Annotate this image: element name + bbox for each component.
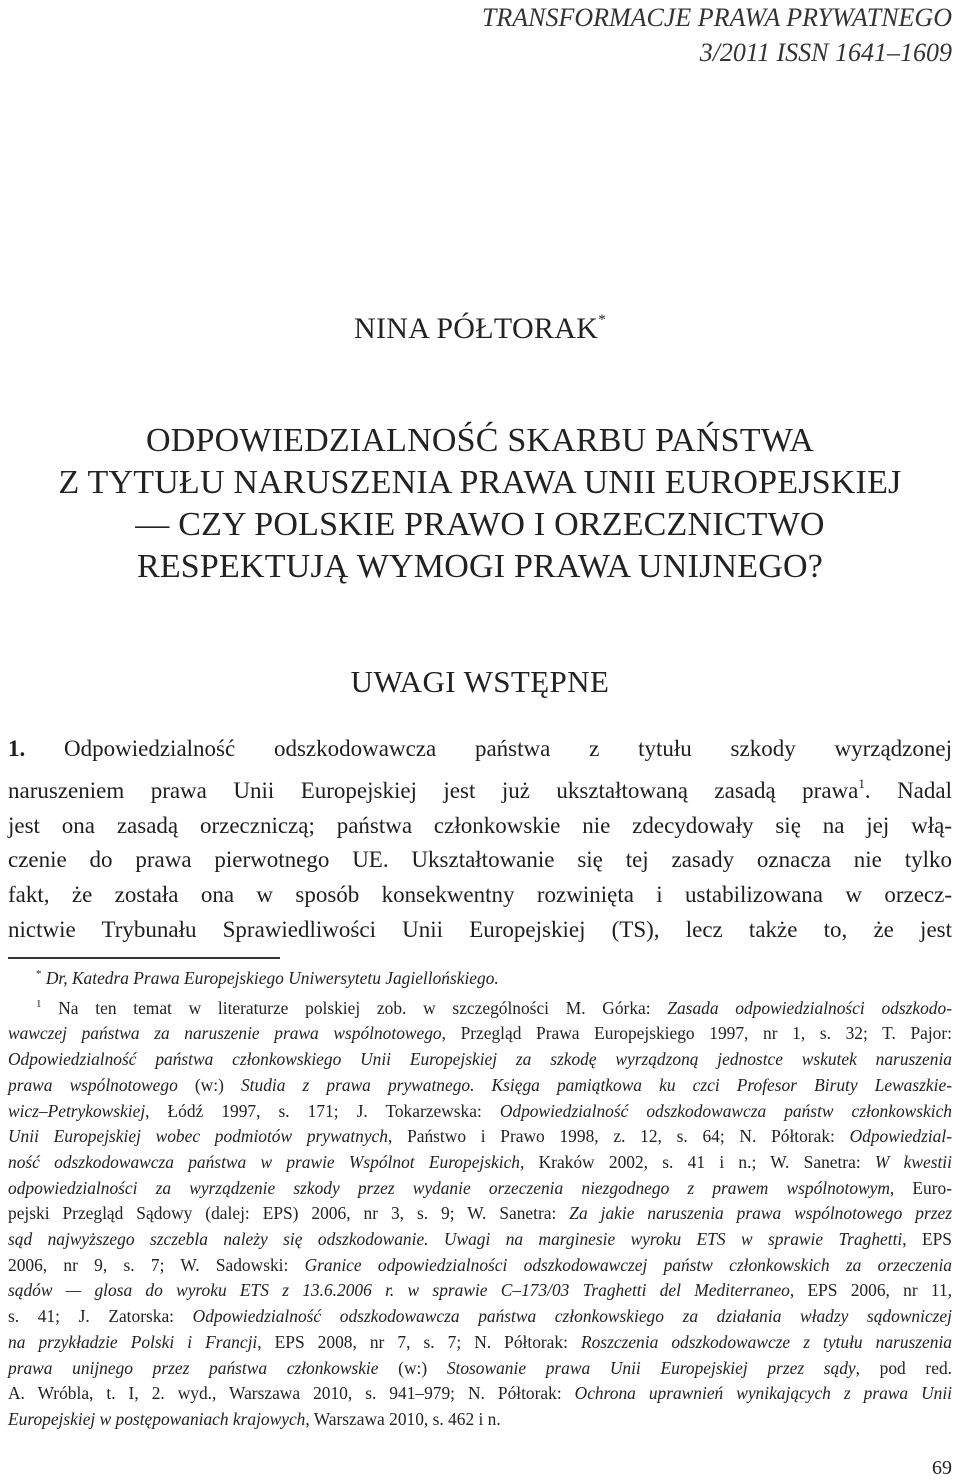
footnote-mark: * [36, 968, 42, 980]
footnote-text: prawa unijnego przez państwa członkowskie [8, 1357, 379, 1378]
footnote-text: wawczej państwa za naruszenie prawa wspólnotowego [8, 1023, 442, 1044]
journal-title: TRANSFORMACJE PRAWA PRYWATNEGO [481, 3, 952, 32]
running-head [482, 0, 952, 70]
footnote-line [8, 1073, 952, 1099]
footnote-text: , Warszawa 2010, s. 462 i n. [305, 1408, 501, 1429]
footnote-text: sądów — glosa do wyroku ETS z 13.6.2006 r. w sprawie C–173/03 Traghetti del Mediterraneo [8, 1280, 790, 1301]
footnote-line [8, 1381, 952, 1407]
footnote-text: Odpowiedzialność państwa członkowskiego Unii Europejskiej za szkodę wyrządzoną jednostce wskutek naruszenia [8, 1049, 952, 1070]
footnote-text: Ochrona uprawnień wynikających z prawa Unii [574, 1383, 952, 1404]
body-line: 1. Odpowiedzialność odszkodowawcza państwa z tytułu szkody wyrządzonej [8, 736, 952, 761]
footnote-line [8, 1278, 952, 1304]
footnote-text: (w:) [177, 1074, 241, 1095]
footnote-text: sąd najwyższego szczebla należy się odszkodowanie. Uwagi na marginesie wyroku ETS w sprawie Traghetti [8, 1229, 903, 1250]
footnote-text: Unii Europejskiej wobec podmiotów prywatnych [8, 1126, 388, 1147]
footnote-mark: 1 [36, 997, 42, 1010]
footnote-text: Na ten temat w literaturze polskiej zob. w szczególności M. Górka: [58, 997, 668, 1018]
footnote-text: Roszczenia odszkodowawcze z tytułu naruszenia [580, 1331, 952, 1352]
author-name-text: NINA PÓŁTORAK [353, 312, 599, 345]
body-line: jest ona zasadą orzeczniczą; państwa członkowskie nie zdecydowały się na jej włą- [8, 812, 952, 838]
footnote-text: wicz–Petrykowskiej [8, 1100, 146, 1121]
footnote-text: , pod red. [855, 1357, 952, 1378]
issue-info: 3/2011 ISSN 1641–1609 [699, 38, 952, 67]
body-line: czenie do prawa pierwotnego UE. Ukształtowanie się tej zasady oznacza nie tylko [8, 847, 952, 873]
footnote-text: , Łódź 1997, s. 171; J. Tokarzewska: [145, 1100, 500, 1121]
footnote-text: (w:) [378, 1357, 447, 1378]
footnote-separator [8, 957, 280, 959]
footnote-text: , EPS 2006, nr 11, [789, 1280, 952, 1301]
article-title [0, 420, 960, 588]
footnote-text: s. 41; J. Zatorska: [8, 1306, 193, 1327]
footnote-line [8, 1150, 952, 1176]
title-line: Z TYTUŁU NARUSZENIA PRAWA UNII EUROPEJSKIEJ [58, 464, 902, 501]
footnote-text: A. Wróbla, t. I, 2. wyd., Warszawa 2010, s. 941–979; N. Półtorak: [8, 1383, 575, 1404]
footnote-text: Za jakie naruszenia prawa wspólnotowego przez [569, 1203, 952, 1224]
footnote-text: Odpowiedzialność odszkodowawcza państw członkowskich [499, 1100, 952, 1121]
footnote-text: Granice odpowiedzialności odszkodowawczej państw członkowskich za orzeczenia [304, 1254, 952, 1275]
body-line: fakt, że została ona w sposób konsekwentny rozwinięta i ustabilizowana w orzecz- [8, 882, 952, 908]
footnote-text: , Kraków 2002, s. 41 i n.; W. Sanetra: [519, 1151, 875, 1172]
section-heading: UWAGI WSTĘPNE [350, 664, 610, 699]
footnote-line [8, 1407, 952, 1433]
footnote-text: , Euro- [889, 1177, 952, 1198]
footnote-line [8, 1304, 952, 1330]
footnote-text: W kwestii [874, 1151, 952, 1172]
footnotes [8, 962, 952, 1433]
footnote-text: odpowiedzialności za wyrządzenie szkody przez wydanie orzeczenia niezgodnego z prawem wspólnotowym [8, 1177, 890, 1198]
footnote-text: prawa wspólnotowego [8, 1074, 178, 1095]
footnote-text: ność odszkodowawcza państwa w prawie Wspólnot Europejskich [8, 1151, 520, 1172]
paragraph-number: 1. [8, 736, 26, 761]
footnote-text: , EPS 2008, nr 7, s. 7; N. Półtorak: [257, 1331, 581, 1352]
footnote-line [8, 992, 952, 1022]
body-line: nictwie Trybunału Sprawiedliwości Unii Europejskiej (TS), lecz także to, że jest [8, 916, 952, 942]
footnote-line [8, 1356, 952, 1382]
footnote-ref[interactable]: 1 [858, 775, 865, 791]
footnote-line [8, 1099, 952, 1125]
title-line: ODPOWIEDZIALNOŚĆ SKARBU PAŃSTWA [146, 422, 814, 459]
footnote-line [8, 1021, 952, 1047]
author-footnote-mark[interactable]: * [598, 312, 606, 328]
footnote-text: , Przegląd Prawa Europejskiego 1997, nr 1, s. 32; T. Pajor: [441, 1023, 952, 1044]
footnote-line [8, 1330, 952, 1356]
body-text [8, 732, 952, 948]
footnote-text: Europejskiej w postępowaniach krajowych [8, 1408, 306, 1429]
title-line: — CZY POLSKIE PRAWO I ORZECZNICTWO [135, 506, 825, 543]
body-line: naruszeniem prawa Unii Europejskiej jest już ukształtowaną zasadą prawa$^1$. Nadal [8, 775, 952, 803]
footnote-text: na przykładzie Polski i Francji [8, 1331, 258, 1352]
footnote-line [8, 1253, 952, 1279]
footnote-line [8, 1227, 952, 1253]
footnote-text: Studia z prawa prywatnego. Księga pamiątkowa ku czci Profesor Biruty Lewaszkie- [240, 1074, 952, 1095]
footnote-text: Dr, Katedra Prawa Europejskiego Uniwersytetu Jagiellońskiego. [45, 968, 499, 988]
page-number: 69 [932, 1457, 952, 1479]
title-line: RESPEKTUJĄ WYMOGI PRAWA UNIJNEGO? [136, 548, 824, 585]
footnote-text: Zasada odpowiedzialności odszkodo- [667, 997, 952, 1018]
footnote-text: pejski Przegląd Sądowy (dalej: EPS) 2006, nr 3, s. 9; W. Sanetra: [8, 1203, 570, 1224]
footnote-text: , Państwo i Prawo 1998, z. 12, s. 64; N. Półtorak: [387, 1126, 850, 1147]
footnote-line [8, 1201, 952, 1227]
footnote-line [8, 1047, 952, 1073]
footnote-text: Odpowiedzialność odszkodowawcza państwa członkowskiego za działania władzy sądowniczej [192, 1306, 952, 1327]
footnote-text: Stosowanie prawa Unii Europejskiej przez sądy [446, 1357, 856, 1378]
author-name [0, 312, 960, 346]
footnote-line [8, 1124, 952, 1150]
footnote-text: Odpowiedzial- [849, 1126, 953, 1147]
footnote-line [8, 962, 952, 992]
footnote-text: , EPS [902, 1229, 952, 1250]
footnote-text: 2006, nr 9, s. 7; W. Sadowski: [8, 1254, 305, 1275]
footnote-line [8, 1176, 952, 1202]
